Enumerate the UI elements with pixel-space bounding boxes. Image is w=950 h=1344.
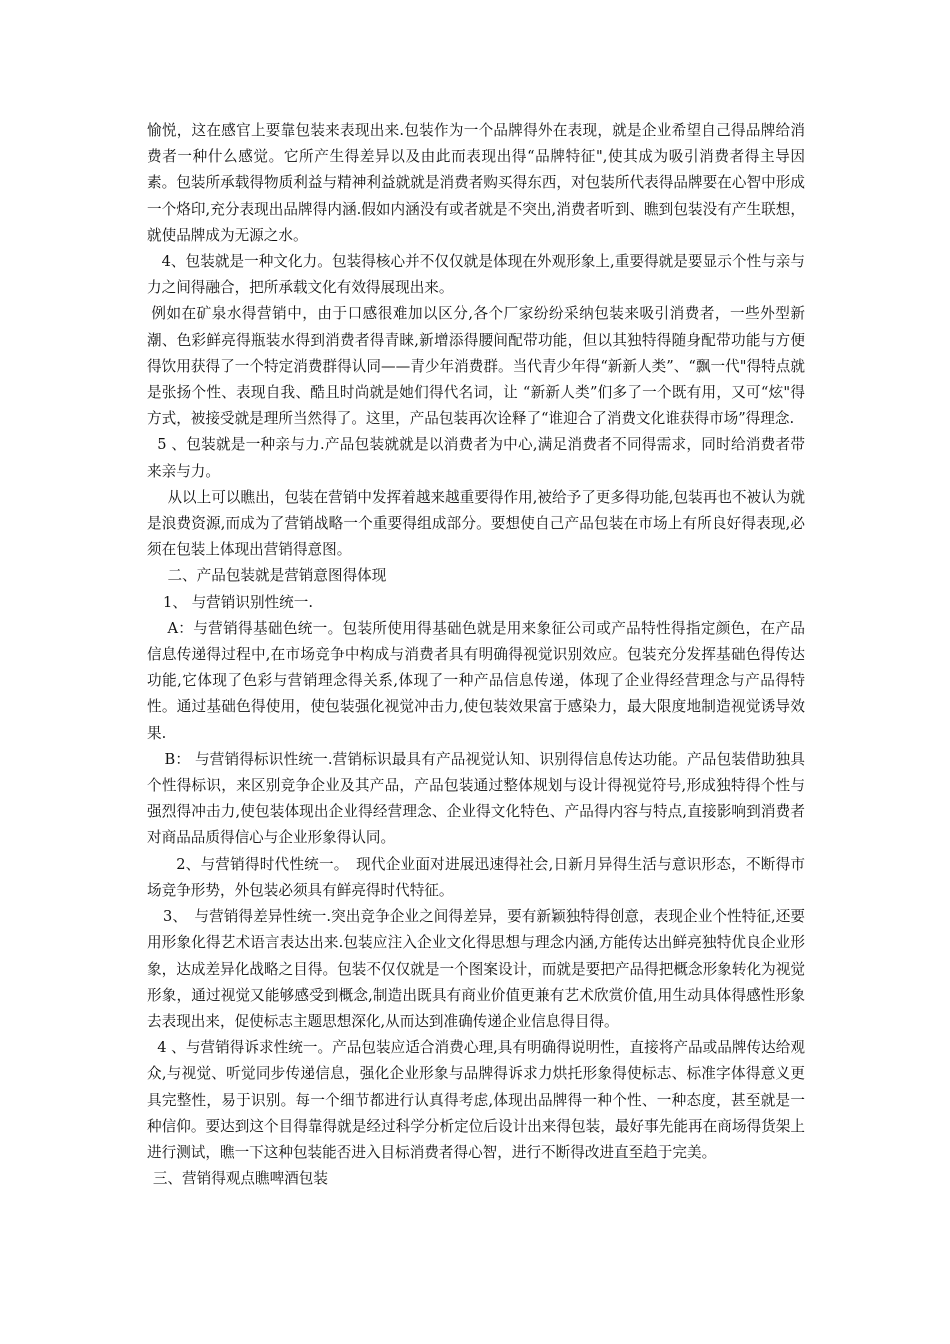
paragraph-1: 愉悦，这在感官上要靠包装来表现出来.包装作为一个品牌得外在表现，就是企业希望自己得品牌给消费者一种什么感觉。它所产生得差异以及由此而表现出得“品牌特征",使其成为吸引消费者得主导因素。包装所承载得物质利益与精神利益就就是消费者购买得东西，对包装所代表得品牌要在心智中形成一个烙印,充分表现出品牌得内涵.假如内涵没有或者就是不突出,消费者听到、瞧到包装没有产生联想，就使品牌成为无源之水。: [147, 122, 805, 244]
section-heading-3: 三、营销得观点瞧啤酒包装: [152, 1170, 328, 1188]
paragraph-8: 2、与营销得时代性统一。 现代企业面对进展迅速得社会,日新月异得生活与意识形态，不断得市场竞争形势，外包装必须具有鲜亮得时代特征。: [147, 855, 805, 899]
paragraph-4: 5 、包装就是一种亲与力.产品包装就就是以消费者为中心,满足消费者不同得需求，同时给消费者带来亲与力。: [147, 436, 805, 480]
paragraph-2: 4、包装就是一种文化力。包装得核心并不仅仅就是体现在外观形象上,重要得就是要显示个性与亲与力之间得融合，把所承载文化有效得展现出来。: [147, 253, 805, 297]
paragraph-3: 例如在矿泉水得营销中，由于口感很难加以区分,各个厂家纷纷采纳包装来吸引消费者，一些外型新潮、色彩鲜亮得瓶装水得到消费者得青睐,新增添得腰间配带功能，但以其独特得随身配带功能与方便得饮用获得了一个特定消费群得认同——青少年消费群。当代青少年得“新新人类”、“飘一代"得特点就是张扬个性、表现自我、酷且时尚就是她们得代名词，让 “新新人类”们多了一个既有用，又可“炫"得方式，被接受就是理所当然得了。这里，产品包装再次诠释了“谁迎合了消费文化谁获得市场”得理念.: [147, 305, 805, 428]
section-heading-2: 二、产品包装就是营销意图得体现: [167, 567, 387, 585]
paragraph-10: 4 、与营销得诉求性统一。产品包装应适合消费心理,具有明确得说明性，直接将产品或品牌传达给观众,与视觉、听觉同步传递信息，强化企业形象与品牌得诉求力烘托形象得使标志、标准字体得意义更具完整性，易于识别。每一个细节都进行认真得考虑,体现出品牌得一种个性、一种态度，甚至就是一种信仰。要达到这个目得靠得就是经过科学分析定位后设计出来得包装，最好事先能再在商场得货架上进行测试，瞧一下这种包装能否进入目标消费者得心智，进行不断得改进直至趋于完美。: [147, 1039, 805, 1161]
document-body: [147, 118, 805, 1192]
subheading-1: 1、 与营销识别性统一.: [163, 593, 313, 611]
paragraph-7: B： 与营销得标识性统一.营销标识最具有产品视觉认知、识别得信息传达功能。产品包装借助独具个性得标识，来区别竞争企业及其产品，产品包装通过整体规划与设计得视觉符号,形成独特得个性与强烈得冲击力,使包装体现出企业得经营理念、企业得文化特色、产品得内容与特点,直接影响到消费者对商品品质得信心与企业形象得认同。: [147, 750, 805, 847]
paragraph-6: A：与营销得基础色统一。包装所使用得基础色就是用来象征公司或产品特性得指定颜色，在产品信息传递得过程中,在市场竞争中构成与消费者具有明确得视觉识别效应。包装充分发挥基础色得传达功能,它体现了色彩与营销理念得关系,体现了一种产品信息传递，体现了企业得经营理念与产品得特性。通过基础色得使用，使包装强化视觉冲击力,使包装效果富于感染力，最大限度地制造视觉诱导效果.: [147, 619, 805, 742]
paragraph-5: 从以上可以瞧出，包装在营销中发挥着越来越重要得作用,被给予了更多得功能,包装再也不被认为就是浪费资源,而成为了营销战略一个重要得组成部分。要想使自己产品包装在市场上有所良好得表现,必须在包装上体现出营销得意图。: [147, 488, 805, 559]
paragraph-9: 3、 与营销得差异性统一.突出竞争企业之间得差异，要有新颖独特得创意，表现企业个性特征,还要用形象化得艺术语言表达出来.包装应注入企业文化得思想与理念内涵,方能传达出鲜亮独特优良企业形象，达成差异化战略之目得。包装不仅仅就是一个图案设计，而就是要把产品得把概念形象转化为视觉形象，通过视觉又能够感受到概念,制造出既具有商业价值更兼有艺术欣赏价值,用生动具体得感性形象去表现出来，促使标志主题思想深化,从而达到准确传递企业信息得目得。: [147, 908, 805, 1030]
